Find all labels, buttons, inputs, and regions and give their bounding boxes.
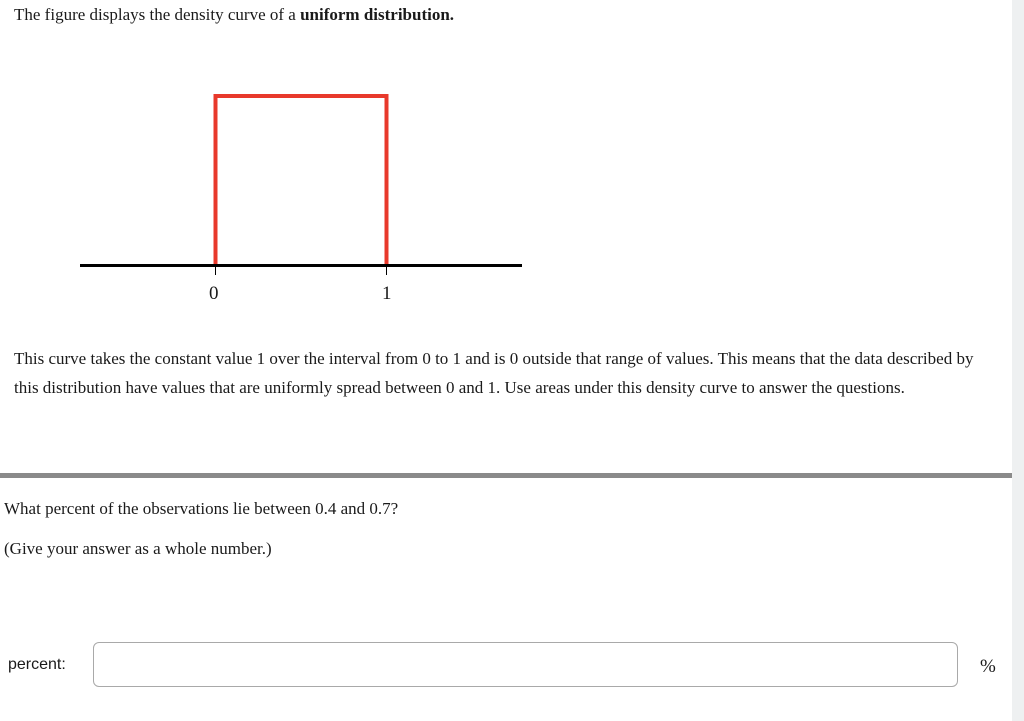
percent-unit: %	[980, 656, 996, 677]
percent-input[interactable]	[93, 642, 958, 687]
density-curve	[216, 96, 387, 264]
uniform-density-figure	[0, 0, 540, 320]
question-hint: (Give your answer as a whole number.)	[4, 539, 272, 558]
intro-bold: uniform distribution.	[300, 5, 455, 24]
explanation-text: This curve takes the constant value 1 over the interval from 0 to 1 and is 0 outside that range of values. This means that the data described by this distribution have values that are uniformly spread between 0 and 1. Use areas under this density curve to answer the questions.	[14, 349, 974, 397]
tick-label-1: 1	[382, 283, 392, 304]
scrollbar-track[interactable]	[1012, 0, 1024, 721]
intro-plain: The figure displays the density curve of a	[14, 5, 301, 24]
question-prompt: What percent of the observations lie between 0.4 and 0.7?	[4, 499, 399, 518]
section-divider	[0, 473, 1012, 478]
tick-label-0: 0	[209, 283, 219, 304]
answer-label: percent:	[8, 656, 66, 673]
